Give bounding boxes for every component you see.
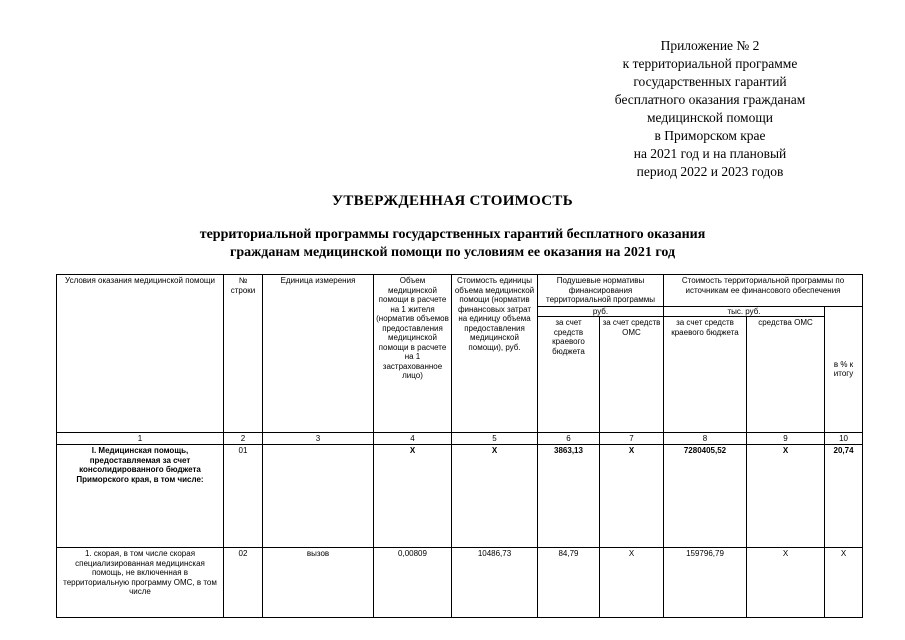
row-cost-unit: 10486,73 xyxy=(452,548,538,618)
header-per-capita: Подушевые нормативы финансирования территориальной программы xyxy=(538,275,664,307)
column-number-row xyxy=(57,433,863,445)
appendix-line: бесплатного оказания гражданам xyxy=(614,92,806,107)
row-conditions: I. Медицинская помощь, предоставляемая за счет консолидированного бюджета Приморского края, в том числе: xyxy=(57,445,224,548)
column-number: 2 xyxy=(224,433,263,445)
document-title: УТВЕРЖДЕННАЯ СТОИМОСТЬ xyxy=(332,193,573,209)
header-row-no: № строки xyxy=(224,275,263,433)
header-tc-percent: в % к итогу xyxy=(825,306,863,433)
row-number: 01 xyxy=(224,445,263,548)
appendix-line: Приложение № 2 xyxy=(660,38,760,53)
row-pc-budget: 84,79 xyxy=(538,548,600,618)
row-number: 02 xyxy=(224,548,263,618)
column-number: 6 xyxy=(538,433,600,445)
row-tc-budget: 159796,79 xyxy=(664,548,747,618)
row-pc-oms: X xyxy=(600,445,664,548)
header-cost-unit: Стоимость единицы объема медицинской помощи (норматив финансовых затрат на единицу объема предоставления медицинской помощи), руб. xyxy=(452,275,538,433)
table-row xyxy=(57,548,863,618)
row-tc-percent: 20,74 xyxy=(825,445,863,548)
row-volume: 0,00809 xyxy=(374,548,452,618)
subtitle-line-2: гражданам медицинской помощи по условиям ее оказания на 2021 год xyxy=(229,245,676,260)
appendix-line: в Приморском крае xyxy=(654,128,766,143)
row-tc-budget: 7280405,52 xyxy=(664,445,747,548)
row-tc-oms: X xyxy=(747,548,825,618)
row-conditions: 1. скорая, в том числе скорая специализированная медицинская помощь, не включенная в территориальную программу ОМС, в том числе xyxy=(57,548,224,618)
appendix-line: на 2021 год и на плановый xyxy=(633,146,787,161)
row-pc-budget: 3863,13 xyxy=(538,445,600,548)
column-number: 5 xyxy=(452,433,538,445)
row-cost-unit: X xyxy=(452,445,538,548)
column-number: 4 xyxy=(374,433,452,445)
header-total-unit: тыс. руб. xyxy=(664,306,825,317)
header-per-capita-unit: руб. xyxy=(538,306,664,317)
table-row xyxy=(57,445,863,548)
header-tc-oms: средства ОМС xyxy=(747,317,825,433)
column-number: 7 xyxy=(600,433,664,445)
header-tc-budget: за счет средств краевого бюджета xyxy=(664,317,747,433)
column-number: 1 xyxy=(57,433,224,445)
subtitle-line-1: территориальной программы государственных гарантий бесплатного оказания xyxy=(199,227,706,242)
header-volume: Объем медицинской помощи в расчете на 1 жителя (норматив объемов предоставления медицинской помощи в расчете на 1 застрахованное лицо) xyxy=(374,275,452,433)
document-subtitle xyxy=(0,226,905,262)
row-tc-oms: X xyxy=(747,445,825,548)
row-unit: вызов xyxy=(263,548,374,618)
appendix-line: государственных гарантий xyxy=(633,74,787,89)
column-number: 3 xyxy=(263,433,374,445)
row-pc-oms: X xyxy=(600,548,664,618)
row-tc-percent: X xyxy=(825,548,863,618)
header-total-cost: Стоимость территориальной программы по источникам ее финансового обеспечения xyxy=(664,275,863,307)
column-number: 10 xyxy=(825,433,863,445)
header-unit: Единица измерения xyxy=(263,275,374,433)
header-conditions: Условия оказания медицинской помощи xyxy=(57,275,224,433)
row-unit xyxy=(263,445,374,548)
appendix-block xyxy=(560,37,860,181)
appendix-line: период 2022 и 2023 годов xyxy=(636,164,784,179)
column-number: 8 xyxy=(664,433,747,445)
column-number: 9 xyxy=(747,433,825,445)
row-volume: X xyxy=(374,445,452,548)
appendix-line: к территориальной программе xyxy=(622,56,798,71)
header-pc-budget: за счет средств краевого бюджета xyxy=(538,317,600,433)
cost-table xyxy=(56,274,863,618)
appendix-line: медицинской помощи xyxy=(647,110,773,125)
header-pc-oms: за счет средств ОМС xyxy=(600,317,664,433)
